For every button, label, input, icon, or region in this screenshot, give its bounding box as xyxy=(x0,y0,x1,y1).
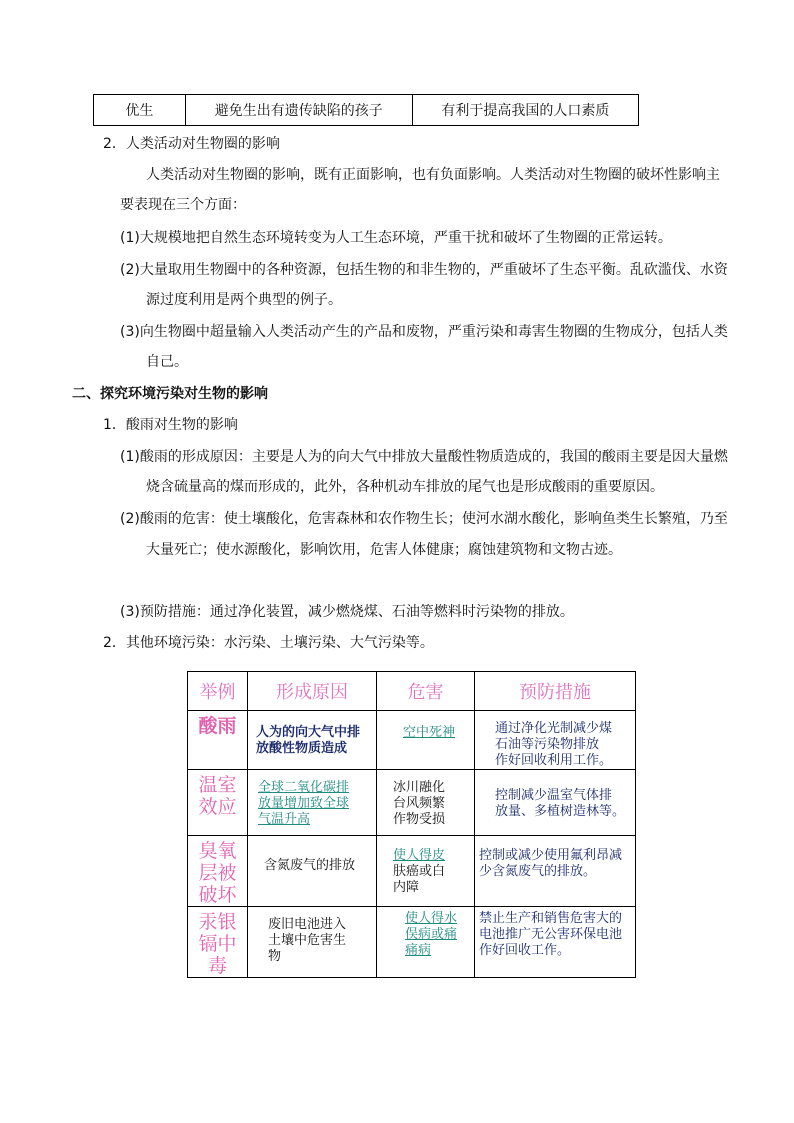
list-item: (3)预防措施：通过净化装置，减少燃烧煤、石油等燃料时污染物的排放。 xyxy=(120,604,574,620)
table-header-row xyxy=(188,672,636,711)
row-label-line: 温室 xyxy=(198,774,237,796)
column-header: 举例 xyxy=(188,672,248,711)
top-table xyxy=(93,94,639,126)
cell-line: 全球二氧化碳排 xyxy=(258,780,350,795)
subsection-heading: 1．酸雨对生物的影响 xyxy=(103,417,238,433)
table-row xyxy=(188,711,636,770)
list-item-continuation: 烧含硫量高的煤而形成的，此外，各种机动车排放的尾气也是形成酸雨的重要原因。 xyxy=(146,479,664,495)
list-item-continuation: 自己。 xyxy=(146,354,188,370)
cell-line: 使人得水 xyxy=(405,911,458,926)
cell-line: 气温升高 xyxy=(258,812,311,827)
row-label xyxy=(188,770,248,836)
list-item: (2)酸雨的危害：使土壤酸化，危害森林和农作物生长；使河水湖水酸化，影响鱼类生长繁殖，乃至 xyxy=(120,511,728,527)
paragraph-line: 人类活动对生物圈的影响，既有正面影响，也有负面影响。人类活动对生物圈的破坏性影响主 xyxy=(146,167,720,183)
table-row xyxy=(188,907,636,978)
list-item: (1)大规模地把自然生态环境转变为人工生态环境，严重干扰和破坏了生物圈的正常运转。 xyxy=(120,230,672,246)
cell-line: 作物受损 xyxy=(393,812,446,827)
cell-line: 空中死神 xyxy=(403,725,456,740)
table-row xyxy=(188,770,636,836)
section-heading: 二、探究环境污染对生物的影响 xyxy=(72,386,268,402)
cause-cell xyxy=(248,907,377,978)
table-cell: 优生 xyxy=(94,95,186,126)
cell-line: 作好回收工作。 xyxy=(479,943,571,958)
list-item: (3)向生物圈中超量输入人类活动产生的产品和废物，严重污染和毒害生物圈的生物成分，包括人类 xyxy=(120,324,728,340)
cell-line: 控制减少温室气体排 xyxy=(495,788,613,803)
cause-cell xyxy=(248,770,377,836)
paragraph-line: 要表现在三个方面： xyxy=(120,197,246,213)
table-row xyxy=(94,95,639,126)
prevention-cell xyxy=(475,711,636,770)
prevention-cell xyxy=(475,907,636,978)
cell-line: 含氮废气的排放 xyxy=(264,858,356,873)
cell-line: 放酸性物质造成 xyxy=(256,741,348,756)
prevention-cell xyxy=(475,770,636,836)
row-label-line: 汞银 xyxy=(198,911,237,933)
cell-line: 石油等污染物排放 xyxy=(495,737,600,752)
cause-cell xyxy=(248,711,377,770)
cell-line: 作好回收利用工作。 xyxy=(495,753,613,768)
table-cell: 有利于提高我国的人口素质 xyxy=(412,95,638,126)
cell-line: 废旧电池进入 xyxy=(268,917,347,932)
cell-line: 放量、多植树造林等。 xyxy=(495,804,626,819)
list-item: (2)大量取用生物圈中的各种资源，包括生物的和非生物的，严重破坏了生态平衡。乱砍滥伐、水资 xyxy=(120,262,728,278)
cell-line: 控制或减少使用氟利昂减 xyxy=(479,848,623,863)
section-heading: 2．人类活动对生物圈的影响 xyxy=(103,136,280,152)
cell-line: 俣病或痛 xyxy=(405,927,458,942)
harm-cell xyxy=(377,907,475,978)
cell-line: 放量增加致全球 xyxy=(258,796,350,811)
cell-line: 冰川融化 xyxy=(393,780,446,795)
row-label-line: 毒 xyxy=(207,955,227,977)
cell-line: 土壤中危害生 xyxy=(268,933,347,948)
cause-cell xyxy=(248,836,377,907)
row-label xyxy=(188,836,248,907)
row-label-line: 臭氧 xyxy=(198,840,237,862)
harm-cell xyxy=(377,836,475,907)
pollution-table xyxy=(187,671,636,978)
row-label xyxy=(188,907,248,978)
row-label-line: 破坏 xyxy=(198,884,237,906)
row-label xyxy=(188,711,248,770)
cell-line: 使人得皮 xyxy=(393,848,446,863)
row-label-line: 镉中 xyxy=(198,933,237,955)
row-label-line: 效应 xyxy=(198,796,237,818)
list-item-continuation: 大量死亡；使水源酸化，影响饮用，危害人体健康；腐蚀建筑物和文物古迹。 xyxy=(146,542,622,558)
table-cell: 避免生出有遗传缺陷的孩子 xyxy=(185,95,412,126)
cell-line: 台风频繁 xyxy=(393,796,446,811)
cell-line: 痛病 xyxy=(405,943,432,958)
cell-line: 内障 xyxy=(393,880,420,895)
column-header: 危害 xyxy=(377,672,475,711)
harm-cell xyxy=(377,770,475,836)
column-header: 预防措施 xyxy=(475,672,636,711)
column-header: 形成原因 xyxy=(248,672,377,711)
row-label-line: 层被 xyxy=(198,862,237,884)
cell-line: 电池推广无公害环保电池 xyxy=(479,927,623,942)
cell-line: 少含氮废气的排放。 xyxy=(479,864,597,879)
cell-line: 禁止生产和销售危害大的 xyxy=(479,911,623,926)
subsection-heading: 2．其他环境污染：水污染、土壤污染、大气污染等。 xyxy=(103,635,434,651)
prevention-cell xyxy=(475,836,636,907)
cell-line: 肤癌或白 xyxy=(393,864,446,879)
cell-line: 物 xyxy=(268,949,282,964)
cell-line: 人为的向大气中排 xyxy=(256,725,361,740)
list-item-continuation: 源过度利用是两个典型的例子。 xyxy=(146,292,342,308)
table-row xyxy=(188,836,636,907)
list-item: (1)酸雨的形成原因：主要是人为的向大气中排放大量酸性物质造成的，我国的酸雨主要是因大量燃 xyxy=(120,449,728,465)
row-label-line: 酸雨 xyxy=(198,715,237,737)
cell-line: 通过净化光制减少煤 xyxy=(495,721,613,736)
harm-cell xyxy=(377,711,475,770)
